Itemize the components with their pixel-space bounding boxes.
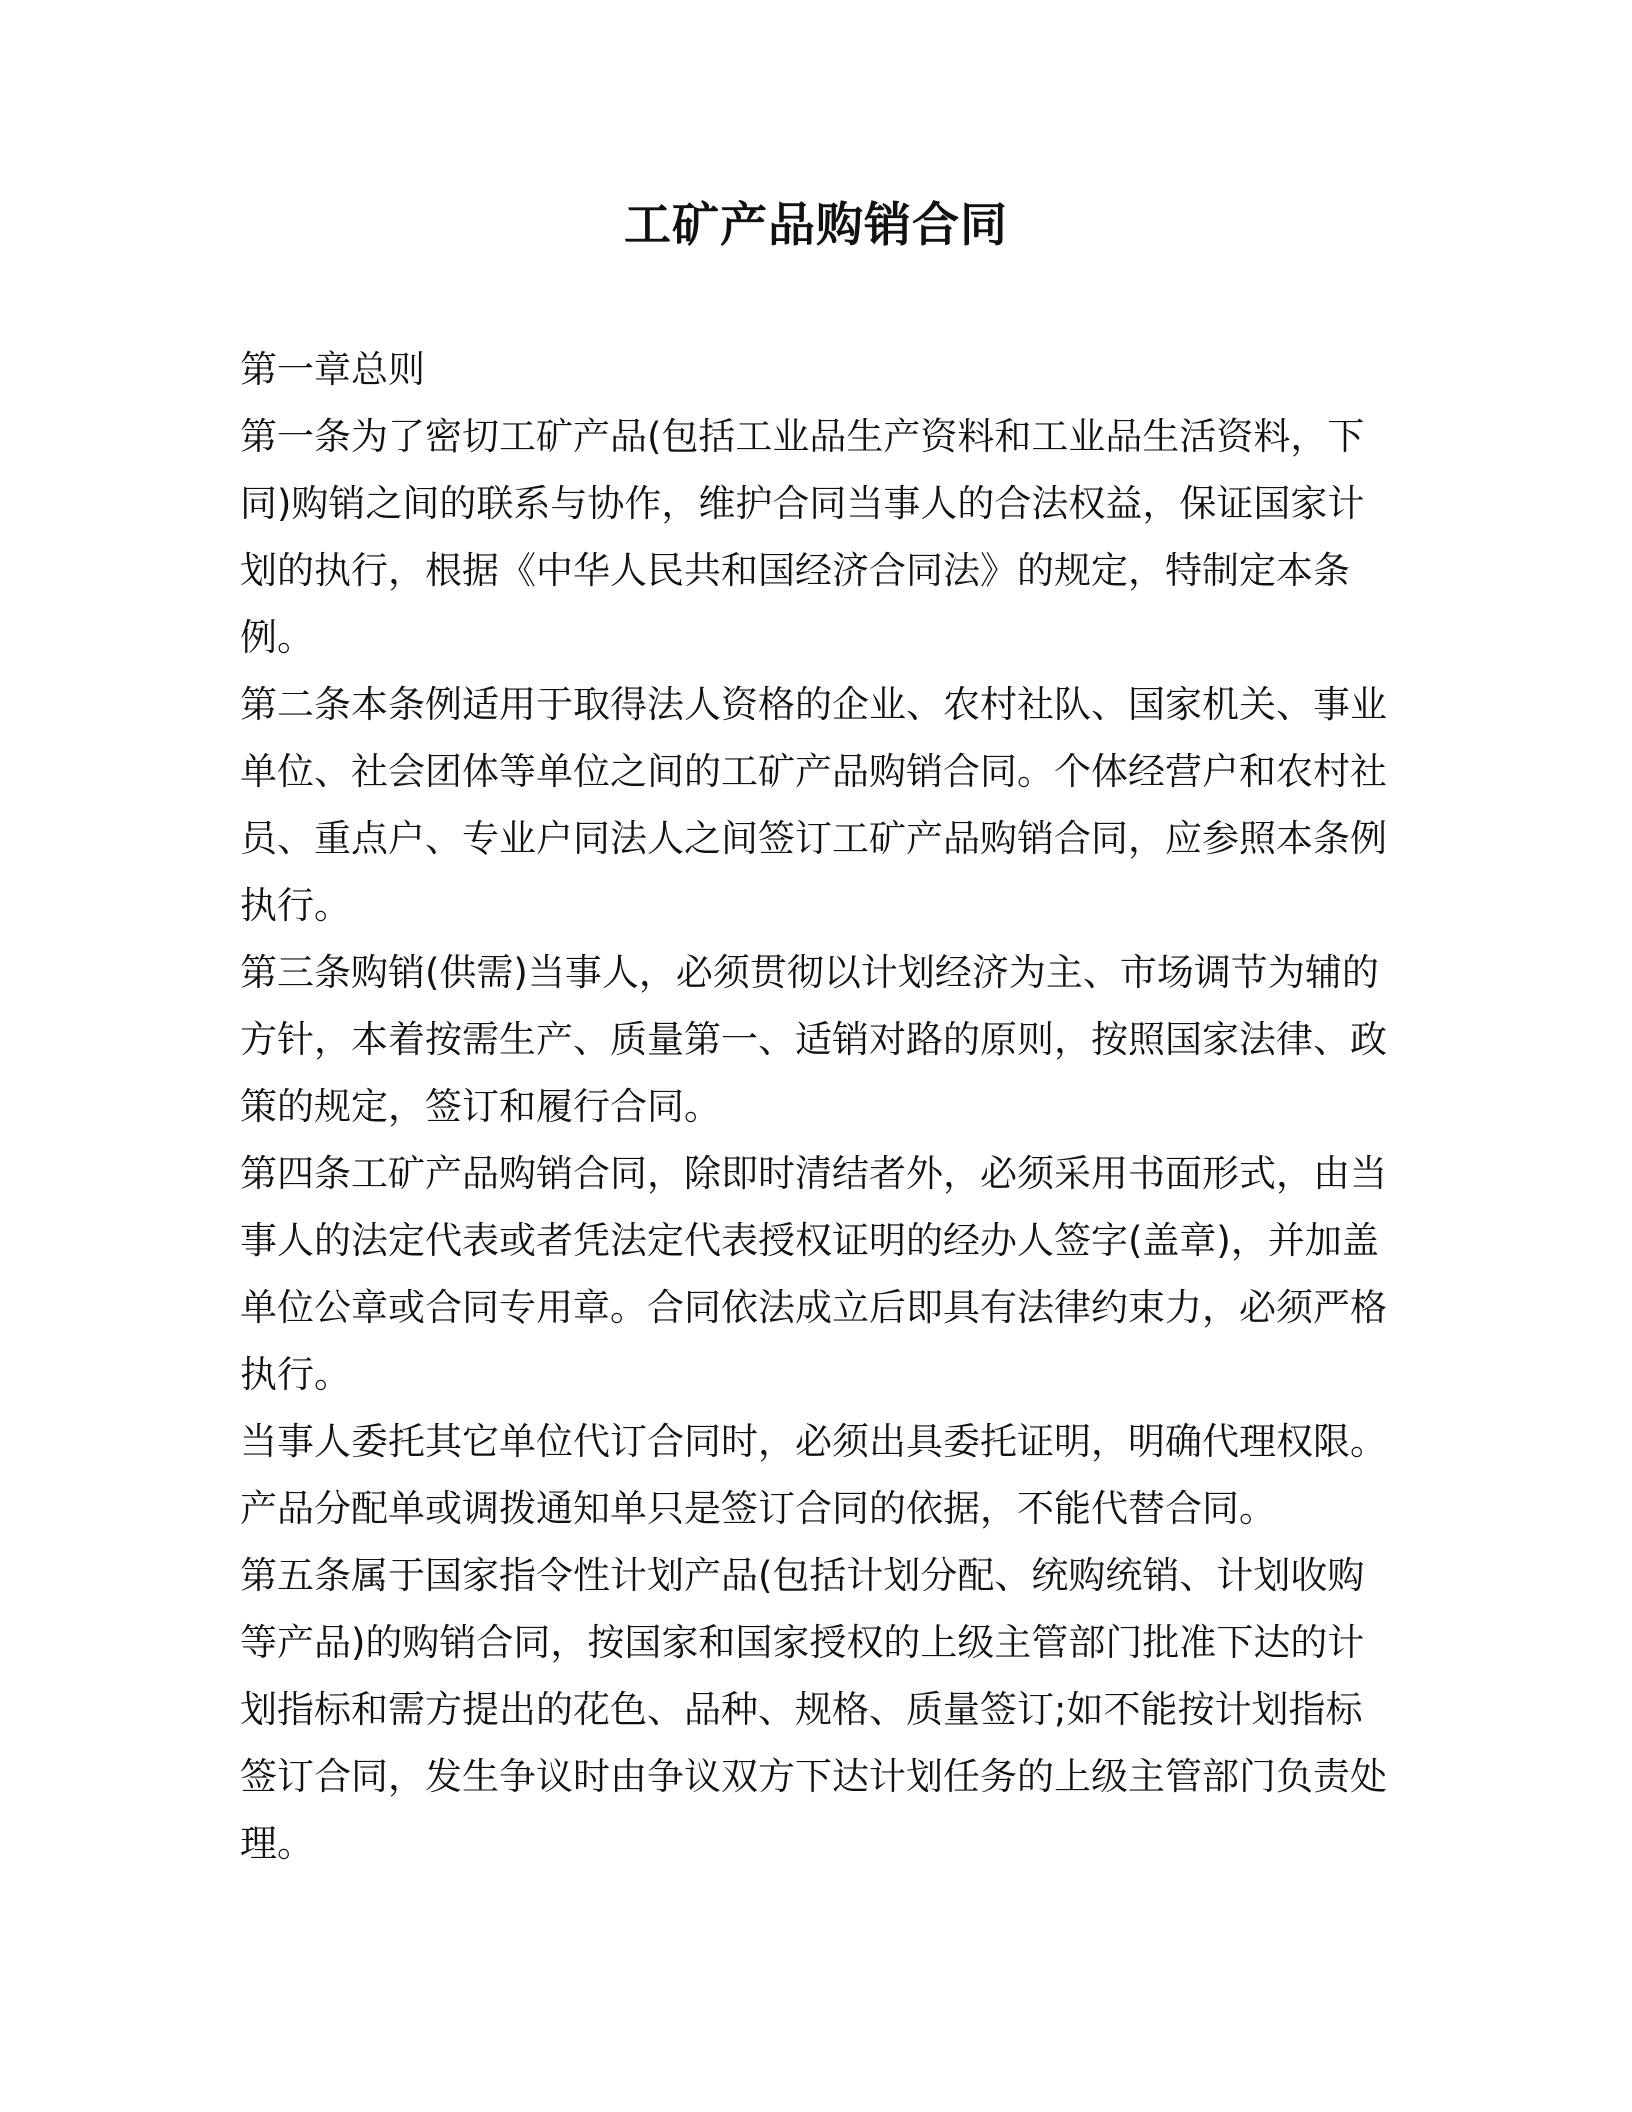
article-1: 第一条为了密切工矿产品(包括工业品生产资料和工业品生活资料，下同)购销之间的联系与协作，维护合同当事人的合法权益，保证国家计划的执行，根据《中华人民共和国经济合同法》的规定，特制定本条例。 xyxy=(240,415,1365,659)
article-4: 第四条工矿产品购销合同，除即时清结者外，必须采用书面形式，由当事人的法定代表或者凭法定代表授权证明的经办人签字(盖章)，并加盖单位公章或合同专用章。合同依法成立后即具有法律约束力，必须严格执行。 xyxy=(240,1152,1387,1396)
chapter-heading: 第一章总则 xyxy=(240,348,425,391)
document-title: 工矿产品购销合同 xyxy=(624,198,1008,253)
article-5: 第五条属于国家指令性计划产品(包括计划分配、统购统销、计划收购等产品)的购销合同，按国家和国家授权的上级主管部门批准下达的计划指标和需方提出的花色、品种、规格、质量签订;如不能按计划指标签订合同，发生争议时由争议双方下达计划任务的上级主管部门负责处理。 xyxy=(240,1554,1387,1865)
document-body xyxy=(240,336,1390,1877)
article-3: 第三条购销(供需)当事人，必须贯彻以计划经济为主、市场调节为辅的方针，本着按需生产、质量第一、适销对路的原则，按照国家法律、政策的规定，签订和履行合同。 xyxy=(240,951,1387,1128)
article-2: 第二条本条例适用于取得法人资格的企业、农村社队、国家机关、事业单位、社会团体等单位之间的工矿产品购销合同。个体经营户和农村社员、重点户、专业户同法人之间签订工矿产品购销合同，应参照本条例执行。 xyxy=(240,683,1387,927)
article-4-clause-2: 当事人委托其它单位代订合同时，必须出具委托证明，明确代理权限。产品分配单或调拨通知单只是签订合同的依据，不能代替合同。 xyxy=(240,1420,1387,1530)
